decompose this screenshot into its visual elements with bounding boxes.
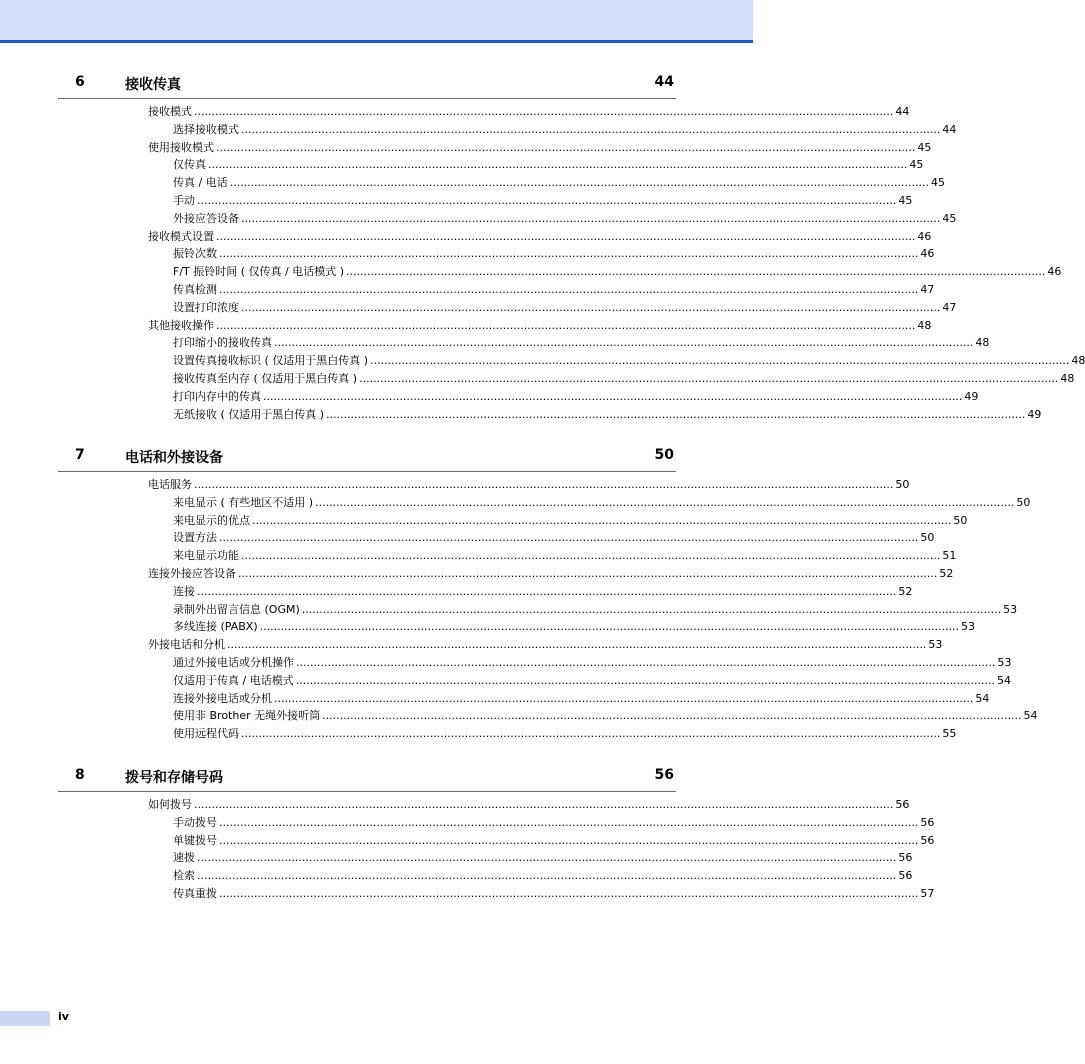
entry-page-number: 47 xyxy=(920,283,935,296)
entry-label: 接收模式设置 xyxy=(148,229,214,243)
toc-subsection-entry[interactable] xyxy=(173,833,935,849)
toc-subsection-entry[interactable] xyxy=(173,602,1018,618)
entry-label: 传真 / 电话 xyxy=(173,176,228,190)
entry-label: 传真检测 xyxy=(173,283,217,296)
toc-subsection-entry[interactable] xyxy=(173,850,913,866)
entry-label: 手动拨号 xyxy=(173,815,217,829)
entry-label: 来电显示功能 xyxy=(173,549,239,563)
entry-label: 设置方法 xyxy=(173,531,217,545)
entry-label: 使用接收模式 xyxy=(148,140,214,154)
entry-label: 连接 xyxy=(173,584,195,598)
dot-leader: ........................................................................................................................................................................................................ xyxy=(219,887,919,900)
toc-subsection-entry[interactable] xyxy=(173,726,957,742)
entry-page-number: 50 xyxy=(895,478,910,491)
toc-subsection-entry[interactable] xyxy=(173,407,1042,423)
entry-page-number: 45 xyxy=(931,176,946,190)
entry-label: 设置传真接收标识 ( 仅适用于黑白传真 ) xyxy=(173,354,369,368)
entry-label: F/T 振铃时间 ( 仅传真 / 电话模式 ) xyxy=(173,265,345,279)
toc-subsection-entry[interactable] xyxy=(173,389,979,405)
dot-leader: ........................................................................................................................................................................................................ xyxy=(219,833,919,847)
dot-leader: ........................................................................................................................................................................................................ xyxy=(194,798,894,811)
chapter-heading[interactable] xyxy=(58,445,676,472)
dot-leader: ........................................................................................................................................................................................................ xyxy=(241,300,941,314)
toc-section-entry[interactable] xyxy=(148,477,910,493)
entry-label: 仅传真 xyxy=(173,158,206,172)
toc-subsection-entry[interactable] xyxy=(173,193,913,209)
dot-leader: ........................................................................................................................................................................................................ xyxy=(208,158,908,172)
toc-subsection-entry[interactable] xyxy=(173,584,913,600)
entry-page-number: 53 xyxy=(960,620,975,634)
entry-page-number: 56 xyxy=(898,869,913,883)
entry-page-number: 56 xyxy=(920,833,935,847)
chapter-title: 拨号和存储号码 xyxy=(125,770,223,786)
toc-subsection-entry[interactable] xyxy=(173,673,1012,689)
entry-label: 单键拨号 xyxy=(173,833,217,847)
toc-subsection-entry[interactable] xyxy=(173,708,1038,724)
dot-leader: ........................................................................................................................................................................................................ xyxy=(274,336,974,350)
toc-subsection-entry[interactable] xyxy=(173,300,957,316)
entry-label: 检索 xyxy=(173,869,195,883)
dot-leader: ........................................................................................................................................................................................................ xyxy=(238,567,938,580)
entry-label: 电话服务 xyxy=(148,478,192,491)
chapter-title: 接收传真 xyxy=(125,77,181,93)
entry-page-number: 53 xyxy=(997,656,1012,669)
toc-subsection-entry[interactable] xyxy=(173,691,990,707)
chapter-page-number: 50 xyxy=(654,447,674,463)
entry-page-number: 52 xyxy=(939,567,954,580)
dot-leader: ........................................................................................................................................................................................................ xyxy=(241,211,941,225)
toc-section-entry[interactable] xyxy=(148,637,943,653)
entry-page-number: 48 xyxy=(1071,354,1085,368)
toc-subsection-entry[interactable] xyxy=(173,548,957,564)
toc-subsection-entry[interactable] xyxy=(173,886,935,902)
entry-page-number: 50 xyxy=(953,513,968,527)
entry-page-number: 56 xyxy=(920,815,935,829)
toc-section-entry[interactable] xyxy=(148,229,932,245)
entry-page-number: 47 xyxy=(942,300,957,314)
entry-page-number: 46 xyxy=(1047,265,1062,279)
toc-section-entry[interactable] xyxy=(148,140,932,156)
chapter-heading[interactable] xyxy=(58,765,676,792)
toc-subsection-entry[interactable] xyxy=(173,815,935,831)
entry-page-number: 48 xyxy=(917,318,932,332)
entry-page-number: 51 xyxy=(942,549,957,563)
dot-leader: ........................................................................................................................................................................................................ xyxy=(216,140,916,154)
entry-label: 仅适用于传真 / 电话模式 xyxy=(173,673,294,687)
dot-leader: ........................................................................................................................................................................................................ xyxy=(296,656,996,669)
dot-leader: ........................................................................................................................................................................................................ xyxy=(197,194,897,207)
entry-page-number: 52 xyxy=(898,584,913,598)
chapter-page-number: 44 xyxy=(654,74,674,90)
dot-leader: ........................................................................................................................................................................................................ xyxy=(295,673,996,687)
footer-tab xyxy=(0,1011,50,1026)
entry-page-number: 45 xyxy=(898,194,913,207)
entry-label: 连接外接电话或分机 xyxy=(173,691,272,705)
entry-label: 外接应答设备 xyxy=(173,211,239,225)
entry-page-number: 44 xyxy=(942,122,957,136)
toc-section-entry[interactable] xyxy=(148,318,932,334)
chapter-title: 电话和外接设备 xyxy=(125,450,223,466)
entry-label: 如何拨号 xyxy=(148,798,192,811)
entry-label: 使用远程代码 xyxy=(173,727,239,741)
entry-page-number: 53 xyxy=(1003,602,1018,616)
toc-section-entry[interactable] xyxy=(148,104,910,120)
toc-subsection-entry[interactable] xyxy=(173,335,990,351)
entry-label: 连接外接应答设备 xyxy=(148,567,236,580)
dot-leader: ........................................................................................................................................................................................................ xyxy=(346,265,1046,279)
toc-subsection-entry[interactable] xyxy=(173,513,968,529)
entry-page-number: 53 xyxy=(928,638,943,652)
dot-leader: ........................................................................................................................................................................................................ xyxy=(241,727,941,741)
entry-page-number: 48 xyxy=(975,336,990,350)
entry-page-number: 45 xyxy=(942,211,957,225)
toc-subsection-entry[interactable] xyxy=(173,211,957,227)
dot-leader: ........................................................................................................................................................................................................ xyxy=(197,584,897,598)
dot-leader: ........................................................................................................................................................................................................ xyxy=(227,638,927,652)
dot-leader: ........................................................................................................................................................................................................ xyxy=(216,229,916,243)
header-band xyxy=(0,0,753,43)
entry-label: 来电显示的优点 xyxy=(173,513,250,527)
chapter-heading[interactable] xyxy=(58,72,676,99)
toc-subsection-entry[interactable] xyxy=(173,371,1075,387)
dot-leader: ........................................................................................................................................................................................................ xyxy=(322,709,1022,723)
entry-page-number: 49 xyxy=(964,389,979,403)
entry-page-number: 55 xyxy=(942,727,957,741)
dot-leader: ........................................................................................................................................................................................................ xyxy=(194,478,894,491)
toc-subsection-entry[interactable] xyxy=(173,655,1012,671)
entry-label: 手动 xyxy=(173,194,195,207)
entry-label: 速拨 xyxy=(173,851,195,865)
dot-leader: ........................................................................................................................................................................................................ xyxy=(219,531,919,545)
entry-label: 设置打印浓度 xyxy=(173,300,239,314)
toc-subsection-entry[interactable] xyxy=(173,353,1085,369)
dot-leader: ........................................................................................................................................................................................................ xyxy=(274,691,974,705)
dot-leader: ........................................................................................................................................................................................................ xyxy=(301,602,1002,616)
entry-page-number: 54 xyxy=(975,691,990,705)
dot-leader: ........................................................................................................................................................................................................ xyxy=(229,176,930,190)
entry-label: 打印内存中的传真 xyxy=(173,389,261,403)
entry-label: 多线连接 (PABX) xyxy=(173,620,258,634)
entry-label: 打印缩小的接收传真 xyxy=(173,336,272,350)
dot-leader: ........................................................................................................................................................................................................ xyxy=(315,495,1015,509)
entry-page-number: 50 xyxy=(920,531,935,545)
chapter-page-number: 56 xyxy=(654,767,674,783)
toc-section-entry[interactable] xyxy=(148,566,954,582)
dot-leader: ........................................................................................................................................................................................................ xyxy=(241,549,941,563)
toc-subsection-entry[interactable] xyxy=(173,157,924,173)
entry-page-number: 56 xyxy=(898,851,913,865)
entry-label: 其他接收操作 xyxy=(148,318,214,332)
toc-subsection-entry[interactable] xyxy=(173,619,975,635)
dot-leader: ........................................................................................................................................................................................................ xyxy=(219,815,919,829)
dot-leader: ........................................................................................................................................................................................................ xyxy=(359,372,1059,385)
dot-leader: ........................................................................................................................................................................................................ xyxy=(194,105,894,118)
entry-page-number: 45 xyxy=(917,140,932,154)
toc-subsection-entry[interactable] xyxy=(173,122,957,138)
toc-section-entry[interactable] xyxy=(148,797,910,813)
toc-subsection-entry[interactable] xyxy=(173,264,1062,280)
entry-label: 振铃次数 xyxy=(173,247,217,261)
dot-leader: ........................................................................................................................................................................................................ xyxy=(216,318,916,332)
dot-leader: ........................................................................................................................................................................................................ xyxy=(197,851,897,865)
toc-subsection-entry[interactable] xyxy=(173,175,946,191)
entry-label: 使用非 Brother 无绳外接听筒 xyxy=(173,709,321,723)
toc-subsection-entry[interactable] xyxy=(173,868,913,884)
toc-subsection-entry[interactable] xyxy=(173,530,935,546)
entry-label: 通过外接电话或分机操作 xyxy=(173,656,294,669)
entry-page-number: 46 xyxy=(920,247,935,261)
toc-subsection-entry[interactable] xyxy=(173,246,935,262)
dot-leader: ........................................................................................................................................................................................................ xyxy=(197,869,897,883)
entry-page-number: 54 xyxy=(997,673,1012,687)
dot-leader: ........................................................................................................................................................................................................ xyxy=(252,513,952,527)
dot-leader: ........................................................................................................................................................................................................ xyxy=(263,389,963,403)
dot-leader: ........................................................................................................................................................................................................ xyxy=(326,407,1026,421)
entry-label: 无纸接收 ( 仅适用于黑白传真 ) xyxy=(173,407,325,421)
dot-leader: ........................................................................................................................................................................................................ xyxy=(241,122,941,136)
entry-label: 传真重拨 xyxy=(173,887,217,900)
toc-subsection-entry[interactable] xyxy=(173,495,1031,511)
entry-page-number: 56 xyxy=(895,798,910,811)
entry-label: 接收模式 xyxy=(148,105,192,118)
entry-label: 录制外出留言信息 (OGM) xyxy=(173,602,300,616)
entry-page-number: 57 xyxy=(920,887,935,900)
entry-page-number: 54 xyxy=(1023,709,1038,723)
entry-page-number: 48 xyxy=(1060,372,1075,385)
entry-label: 来电显示 ( 有些地区不适用 ) xyxy=(173,495,314,509)
entry-page-number: 49 xyxy=(1027,407,1042,421)
dot-leader: ........................................................................................................................................................................................................ xyxy=(219,247,919,261)
entry-label: 接收传真至内存 ( 仅适用于黑白传真 ) xyxy=(173,372,358,385)
entry-label: 选择接收模式 xyxy=(173,122,239,136)
chapter-number: 6 xyxy=(75,74,85,90)
footer-page-label: iv xyxy=(58,1010,69,1023)
entry-page-number: 45 xyxy=(909,158,924,172)
entry-page-number: 44 xyxy=(895,105,910,118)
entry-page-number: 46 xyxy=(917,229,932,243)
toc-subsection-entry[interactable] xyxy=(173,282,935,298)
chapter-number: 8 xyxy=(75,767,85,783)
dot-leader: ........................................................................................................................................................................................................ xyxy=(219,283,919,296)
dot-leader: ........................................................................................................................................................................................................ xyxy=(259,620,959,634)
entry-label: 外接电话和分机 xyxy=(148,638,225,652)
chapter-number: 7 xyxy=(75,447,85,463)
dot-leader: ........................................................................................................................................................................................................ xyxy=(370,354,1070,368)
entry-page-number: 50 xyxy=(1016,495,1031,509)
